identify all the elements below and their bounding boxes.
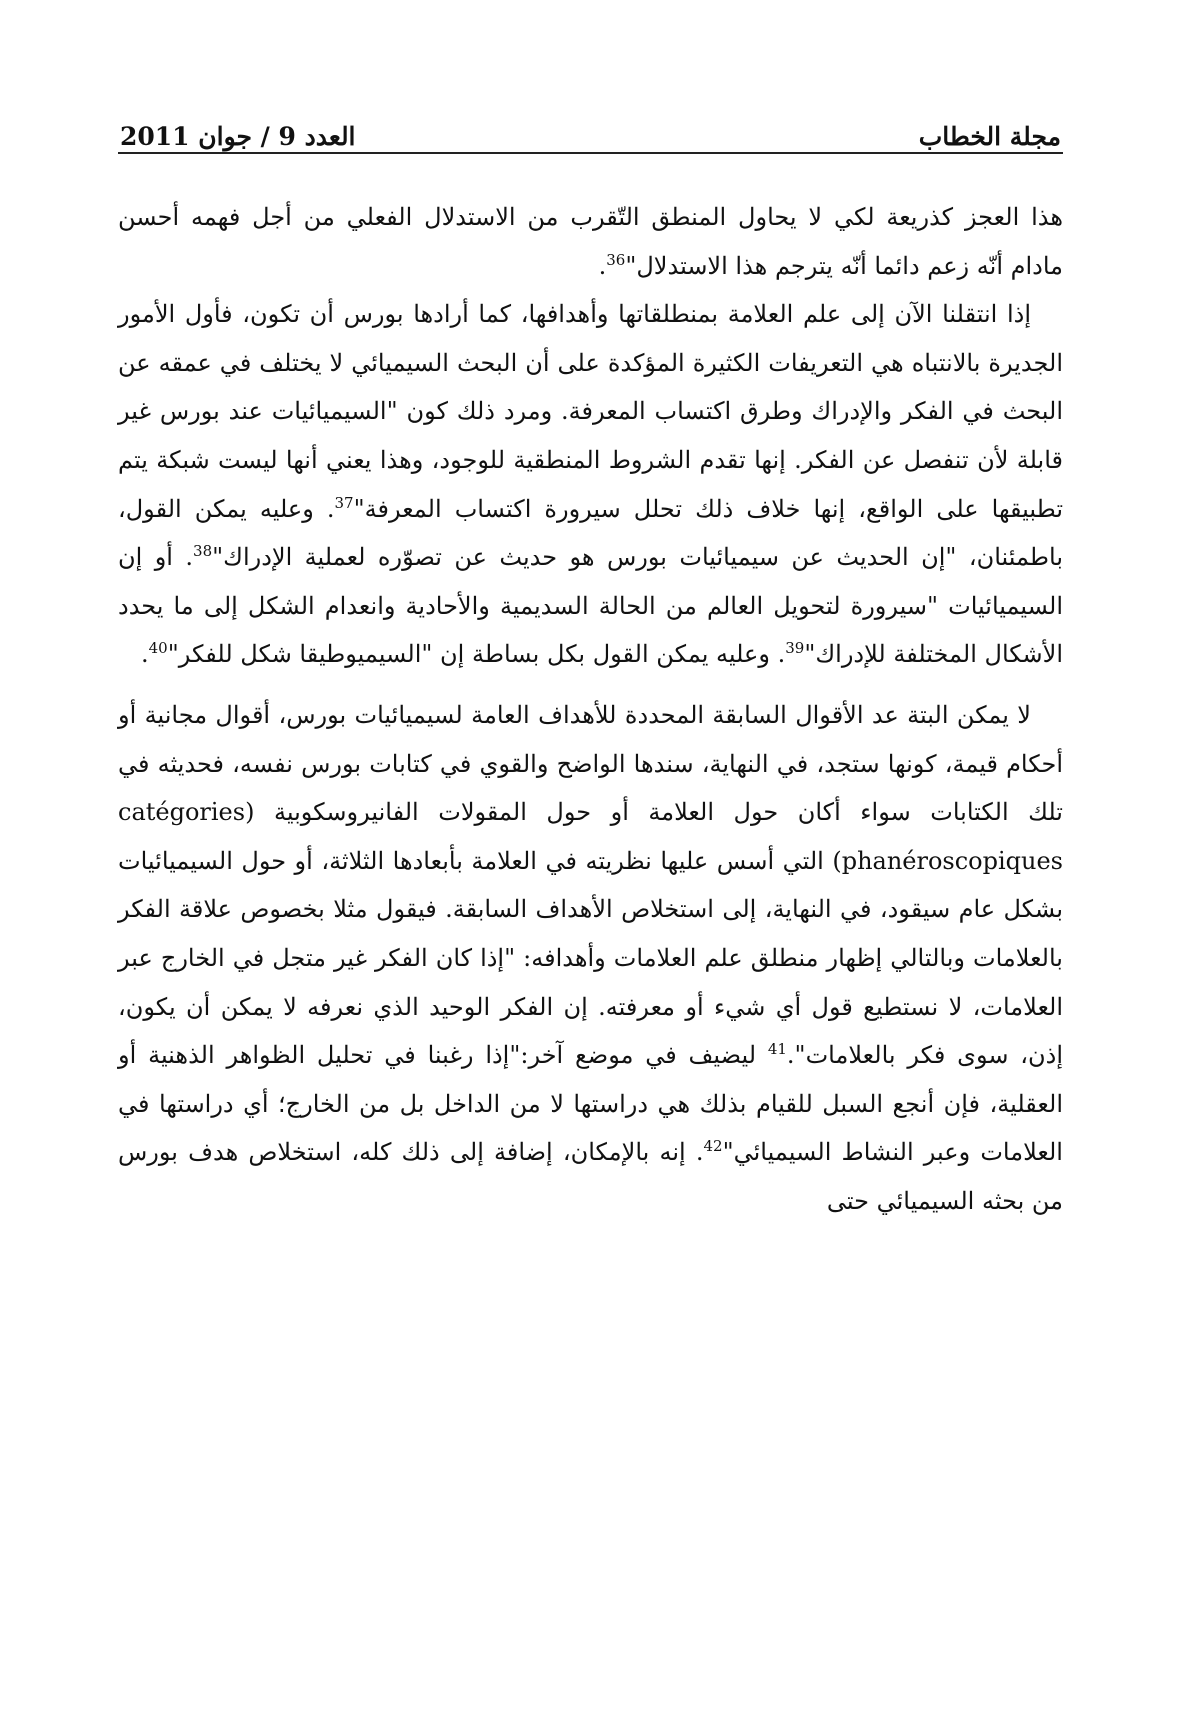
text-run: إذا انتقلنا الآن إلى علم العلامة بمنطلقاتها وأهدافها، كما أرادها بورس أن تكون، فأول الأمور الجديرة بالانتباه هي التعريفات الكثيرة المؤكدة على أن البحث السيميائي لا يختلف في عمقه عن البحث في الفكر والإدراك وطرق اكتساب المعرفة. ومرد ذلك كون "السيميائيات عند بورس غير قابلة لأن تنفصل عن الفكر. إنها تقدم الشروط المنطقية للوجود، وهذا يعني أنها ليست شبكة يتم تطبيقها على الواقع، إنها خلاف ذلك تحلل سيرورة اكتساب المعرفة" — [118, 300, 1064, 523]
footnote-marker: 39 — [785, 639, 805, 658]
footnote-marker: 40 — [148, 639, 168, 658]
footnote-marker: 37 — [334, 493, 354, 512]
text-run: . — [140, 640, 149, 669]
text-run: . — [598, 251, 607, 280]
paragraph — [118, 290, 1063, 679]
text-run: هذا العجز كذريعة لكي لا يحاول المنطق التّقرب من الاستدلال الفعلي من أجل فهمه أحسن مادام أنّه زعم دائما أنّه يترجم هذا الاستدلال" — [118, 203, 1063, 280]
paragraph — [118, 193, 1063, 290]
running-header — [120, 108, 1061, 152]
text-run: . أو إن السيميائيات "سيرورة لتحويل العالم من الحالة السديمية والأحادية وانعدام الشكل إلى ما يحدد الأشكال المختلفة للإدراك" — [118, 543, 1063, 669]
issue-date: العدد 9 / جوان 2011 — [120, 122, 356, 151]
text-run: لا يمكن البتة عد الأقوال السابقة المحددة للأهداف العامة لسيميائيات بورس، أقوال مجانية أو أحكام قيمة، كونها ستجد، في النهاية، سندها الواضح والقوي في كتابات بورس نفسه، فحديثه في تلك الكتابات سواء أكان حول العلامة أو حول المقولات الفانيروسكوبية (catégories phanéroscopiques) التي أسس عليها نظريته في العلامة بأبعادها الثلاثة، أو حول السيميائيات بشكل عام سيقود، في النهاية، إلى استخلاص الأهداف السابقة. فيقول مثلا بخصوص علاقة الفكر بالعلامات وبالتالي إظهار منطلق علم العلامات وأهدافه: "إذا كان الفكر غير متجل في الخارج عبر العلامات، لا نستطيع قول أي شيء أو معرفته. إن الفكر الوحيد الذي نعرفه لا يمكن أن يكون، إذن، سوى فكر بالعلامات". — [118, 700, 1063, 1070]
header-divider — [118, 152, 1063, 154]
paragraph — [118, 691, 1063, 1226]
footnote-marker: 38 — [193, 542, 213, 561]
footnote-marker: 36 — [606, 250, 626, 269]
text-run: ليضيف في موضع آخر:"إذا رغبنا في تحليل الظواهر الذهنية أو العقلية، فإن أنجع السبل للقيام بذلك هي دراستها لا من الداخل بل من الخارج؛ أي دراستها في العلامات وعبر النشاط السيميائي" — [118, 1041, 1063, 1167]
text-run: . إنه بالإمكان، إضافة إلى ذلك كله، استخلاص هدف بورس من بحثه السيميائي حتى — [118, 1138, 1063, 1215]
journal-title: مجلة الخطاب — [918, 122, 1061, 151]
body-text — [118, 193, 1063, 1225]
text-run: . وعليه يمكن القول، باطمئنان، "إن الحديث عن سيميائيات بورس هو حديث عن تصوّره لعملية الإدراك" — [118, 494, 1064, 572]
footnote-marker: 41 — [767, 1040, 787, 1059]
text-run: . وعليه يمكن القول بكل بساطة إن "السيميوطيقا شكل للفكر" — [167, 640, 786, 669]
footnote-marker: 42 — [703, 1137, 723, 1156]
